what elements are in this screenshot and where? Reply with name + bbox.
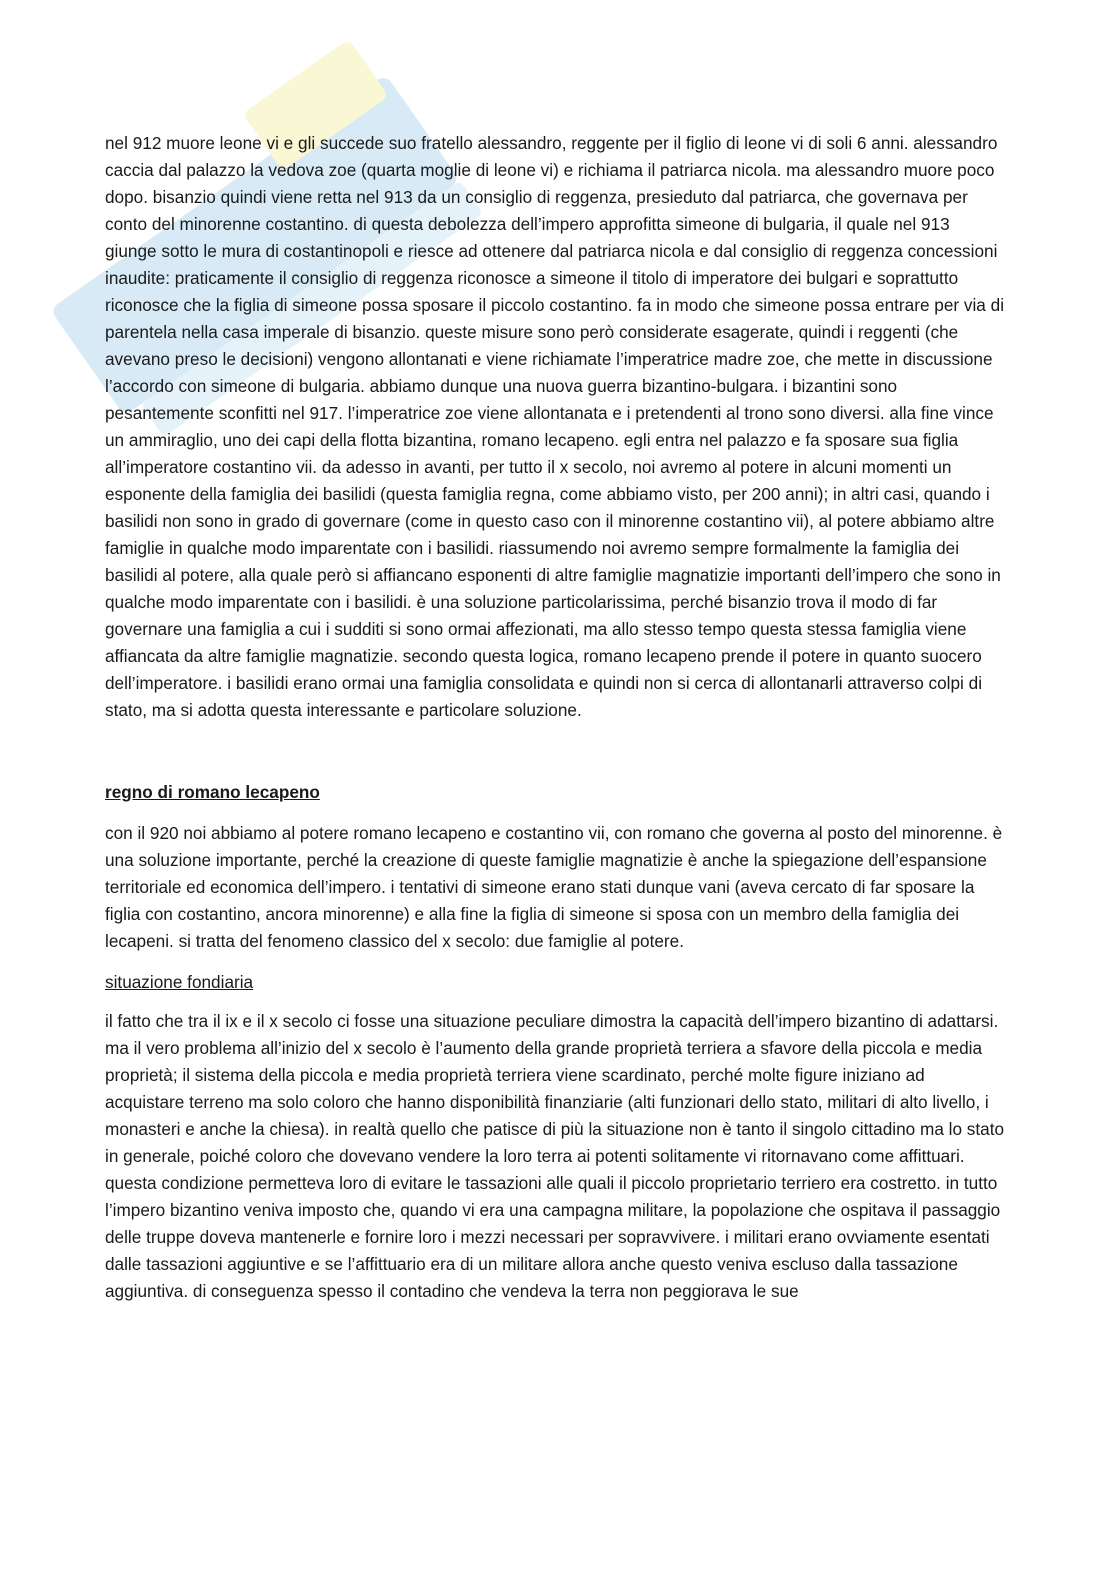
section-title-situazione-fondiaria: situazione fondiaria <box>105 972 254 992</box>
document-page <box>105 130 1005 1305</box>
paragraph-1: nel 912 muore leone vi e gli succede suo fratello alessandro, reggente per il figlio di leone vi di soli 6 anni. alessandro caccia dal palazzo la vedova zoe (quarta moglie di leone vi) e richiama il patriarca nicola. ma alessandro muore poco dopo. bisanzio quindi viene retta nel 913 da un consiglio di reggenza, presieduto dal patriarca, che governava per conto del minorenne costantino. di questa debolezza dell’impero approfitta simeone di bulgaria, il quale nel 913 giunge sotto le mura di costantinopoli e riesce ad ottenere dal patriarca nicola e dal consiglio di reggenza concessioni inaudite: praticamente il consiglio di reggenza riconosce a simeone il titolo di imperatore dei bulgari e soprattutto riconosce che la figlia di simeone possa sposare il piccolo costantino. fa in modo che simeone possa entrare per via di parentela nella casa imperale di bisanzio. queste misure sono però considerate esagerate, quindi i reggenti (che avevano preso le decisioni) vengono allontanati e viene richiamate l’imperatrice madre zoe, che mette in discussione l’accordo con simeone di bulgaria. abbiamo dunque una nuova guerra bizantino-bulgara. i bizantini sono pesantemente sconfitti nel 917. l’imperatrice zoe viene allontanata e i pretendenti al trono sono diversi. alla fine vince un ammiraglio, uno dei capi della flotta bizantina, romano lecapeno. egli entra nel palazzo e fa sposare sua figlia all’imperatore costantino vii. da adesso in avanti, per tutto il x secolo, noi avremo al potere in alcuni momenti un esponente della famiglia dei basilidi (questa famiglia regna, come abbiamo visto, per 200 anni); in altri casi, quando i basilidi non sono in grado di governare (come in questo caso con il minorenne costantino vii), al potere abbiamo altre famiglie in qualche modo imparentate con i basilidi. riassumendo noi avremo sempre formalmente la famiglia dei basilidi al potere, alla quale però si affiancano esponenti di altre famiglie magnatizie importanti dell’impero che sono in qualche modo imparentate con i basilidi. è una soluzione particolarissima, perché bisanzio trova il modo di far governare una famiglia a cui i sudditi si sono ormai affezionati, ma allo stesso tempo questa stessa famiglia viene affiancata da altre famiglie magnatizie. secondo questa logica, romano lecapeno prende il potere in quanto suocero dell’imperatore. i basilidi erano ormai una famiglia consolidata e quindi non si cerca di allontanarli attraverso colpi di stato, ma si adotta questa interessante e particolare soluzione. <box>105 133 1005 720</box>
paragraph-2: con il 920 noi abbiamo al potere romano lecapeno e costantino vii, con romano che governa al posto del minorenne. è una soluzione importante, perché la creazione di queste famiglie magnatizie è anche la spiegazione dell’espansione territoriale ed economica dell’impero. i tentativi di simeone erano stati dunque vani (aveva cercato di far sposare la figlia con costantino, ancora minorenne) e alla fine la figlia di simeone si sposa con un membro della famiglia dei lecapeni. si tratta del fenomeno classico del x secolo: due famiglie al potere. <box>105 823 1003 951</box>
paragraph-3: il fatto che tra il ix e il x secolo ci fosse una situazione peculiare dimostra la capacità dell’impero bizantino di adattarsi. ma il vero problema all’inizio del x secolo è l’aumento della grande proprietà terriera a sfavore della piccola e media proprietà; il sistema della piccola e media proprietà terriera viene scardinato, perché molte figure iniziano ad acquistare terreno ma solo coloro che hanno disponibilità finanziarie (alti funzionari dello stato, militari di alto livello, i monasteri e anche la chiesa). in realtà quello che patisce di più la situazione non è tanto il singolo cittadino ma lo stato in generale, poiché coloro che dovevano vendere la loro terra ai potenti solitamente vi ritornavano come affittuari. questa condizione permetteva loro di evitare le tassazioni alle quali il piccolo proprietario terriero era costretto. in tutto l’impero bizantino veniva imposto che, quando vi era una campagna militare, la popolazione che ospitava il passaggio delle truppe doveva mantenerle e fornire loro i mezzi necessari per sopravvivere. i militari erano ovviamente esentati dalle tassazioni aggiuntive e se l’affittuario era di un militare allora anche questo veniva escluso dalla tassazione aggiuntiva. di conseguenza spesso il contadino che vendeva la terra non peggiorava le sue <box>105 1011 1005 1301</box>
section-title-regno-di-romano-lecapeno: regno di romano lecapeno <box>105 782 320 802</box>
